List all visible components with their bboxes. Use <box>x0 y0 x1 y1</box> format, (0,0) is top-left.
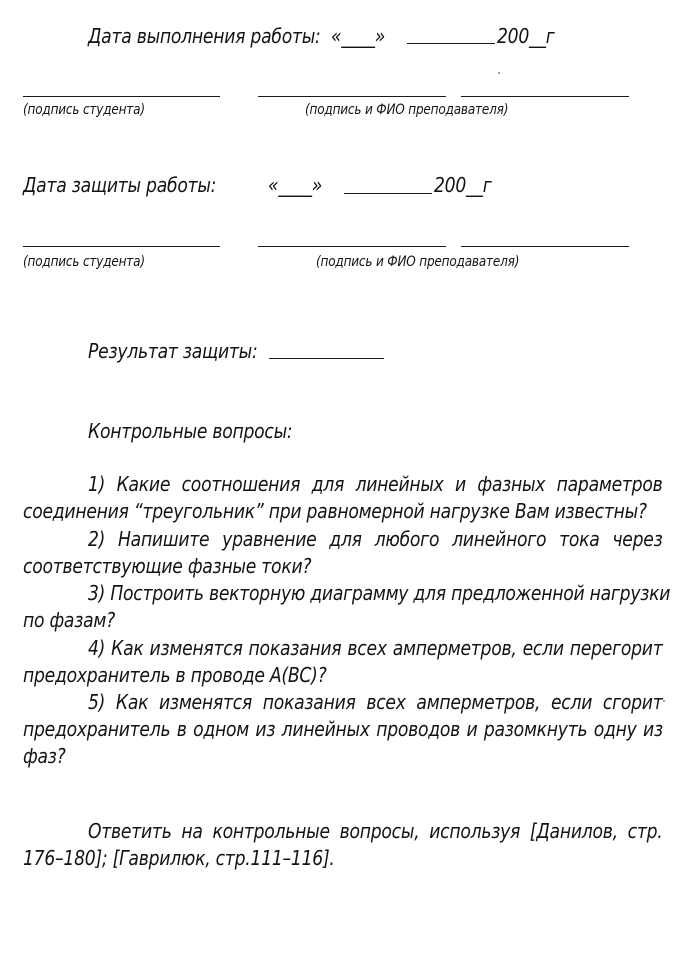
question-2-line-2: соответствующие фазные токи? <box>23 554 312 578</box>
completion-date-day: «____» <box>331 24 386 48</box>
completion-date-month-line <box>407 43 495 44</box>
completion-teacher-name-line <box>461 96 629 97</box>
completion-teacher-signature-caption: (подпись и ФИО преподавателя) <box>305 102 509 118</box>
question-2-line-1: 2) Напишите уравнение для любого линейного тока через <box>88 527 663 551</box>
completion-student-signature-line <box>23 96 220 97</box>
defense-date-year: 200__г <box>434 173 492 197</box>
defense-teacher-signature-caption: (подпись и ФИО преподавателя) <box>316 254 520 270</box>
defense-student-signature-caption: (подпись студента) <box>23 254 145 270</box>
instruction-line-1: Ответить на контрольные вопросы, используя [Данилов, стр. <box>88 819 663 843</box>
scan-speck <box>663 700 665 702</box>
completion-student-signature-caption: (подпись студента) <box>23 102 145 118</box>
defense-student-signature-line <box>23 246 220 247</box>
defense-teacher-signature-line <box>258 246 446 247</box>
completion-teacher-signature-line <box>258 96 446 97</box>
defense-date-month-line <box>344 193 432 194</box>
defense-result-label: Результат защиты: <box>88 339 258 363</box>
question-4-line-2: предохранитель в проводе А(ВС)? <box>23 663 327 687</box>
completion-date-year: 200__г <box>497 24 555 48</box>
defense-date-day: «____» <box>268 173 323 197</box>
question-5-line-1: 5) Как изменятся показания всех амперметров, если сгорит <box>88 690 663 714</box>
question-3-line-2: по фазам? <box>23 608 115 632</box>
scan-speck <box>498 72 500 74</box>
question-4-line-1: 4) Как изменятся показания всех амперметров, если перегорит <box>88 636 663 660</box>
questions-title: Контрольные вопросы: <box>88 419 293 443</box>
question-3-line-1: 3) Построить векторную диаграмму для предложенной нагрузки <box>88 581 671 605</box>
completion-date-label: Дата выполнения работы: <box>88 24 321 48</box>
question-1-line-2: соединения “треугольник” при равномерной нагрузке Вам известны? <box>23 499 647 523</box>
question-5-line-3: фаз? <box>23 744 66 768</box>
defense-date-label: Дата защиты работы: <box>23 173 217 197</box>
defense-teacher-name-line <box>461 246 629 247</box>
defense-result-line <box>269 358 384 359</box>
question-1-line-1: 1) Какие соотношения для линейных и фазных параметров <box>88 472 663 496</box>
question-5-line-2: предохранитель в одном из линейных проводов и разомкнуть одну из <box>23 717 663 741</box>
instruction-line-2: 176–180]; [Гаврилюк, стр.111–116]. <box>23 846 335 870</box>
